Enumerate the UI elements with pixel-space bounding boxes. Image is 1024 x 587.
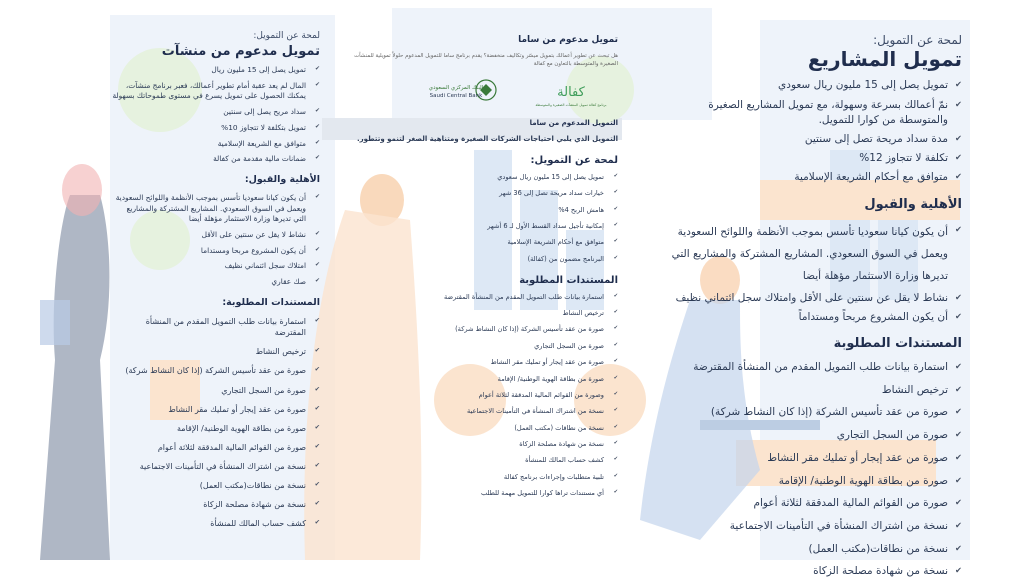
monshaat-financing-column (112, 30, 320, 537)
list-item: ✔ أن يكون المشروع مربحاً ومستداماً (662, 310, 962, 325)
list-item: ✔ نسخة من شهادة مصلحة الزكاة (112, 499, 320, 511)
eligibility-heading: الأهلية والقبول: (244, 174, 320, 186)
list-item: ✔ تمويل يصل إلى 15 مليون ريال سعودي (346, 173, 618, 183)
list-item: ✔ صورة من بطاقة الهوية الوطنية/ الإقامة (662, 474, 962, 489)
documents-list (112, 316, 320, 530)
list-item: ✔ نسخة من شهادة مصلحة الزكاة (346, 440, 618, 450)
list-item: ✔ ترخيص النشاط (346, 309, 618, 319)
list-item: ✔ خيارات سداد مريحة تصل إلى 36 شهر (346, 189, 618, 199)
documents-heading: المستندات المطلوبة (519, 274, 618, 286)
overview-kicker: لمحة عن التمويل: (253, 31, 320, 41)
list-item: ✔ ترخيص النشاط (662, 383, 962, 398)
list-item: ✔ ضمانات مالية مقدمة من كفالة (112, 154, 320, 165)
list-item: ✔ المال لم يعد عقبة أمام تطوير أعمالك، فعبر برنامج منشآت، يمكنك الحصول على تمويل يسرع في مستوى طموحاتك بسهولة (112, 81, 320, 102)
list-item: ✔ أن يكون المشروع مربحا ومستداما (112, 246, 320, 257)
list-item: ✔ سداد مريح يصل إلى سنتين (112, 107, 320, 118)
list-item: ✔ تكلفة لا تتجاوز 12% (662, 151, 962, 166)
documents-list (346, 293, 618, 500)
list-item: ✔ استمارة بيانات طلب التمويل المقدم من المنشأة المقترضة (112, 316, 320, 339)
list-item: ✔ متوافق مع أحكام الشريعة الإسلامية (662, 170, 962, 185)
list-item: ✔ نسخة من اشتراك المنشأة في التأمينات الاجتماعية (112, 461, 320, 473)
list-item: ✔ نشاط لا يقل عن سنتين على الأقل (112, 230, 320, 241)
list-item: ✔ متوافق مع أحكام الشريعة الإسلامية (346, 238, 618, 248)
list-item: ✔ صورة من عقد تأسيس الشركة (إذا كان النشاط شركة) (112, 365, 320, 377)
list-item: ✔ البرنامج مضمون من (كفالة) (346, 255, 618, 265)
list-item: ✔ صورة من عقد تأسيس الشركة (إذا كان النشاط شركة) (346, 325, 618, 335)
list-item: ✔ صورة من عقد إيجار أو تمليك مقر النشاط (662, 451, 962, 466)
list-item: ✔ صورة من عقد إيجار أو تمليك مقر النشاط (112, 404, 320, 416)
documents-heading: المستندات المطلوبة: (222, 296, 320, 308)
list-item: ✔ أي مستندات تراها كوارا للتمويل مهمة للطلب (346, 489, 618, 499)
list-item: ✔ كشف حساب المالك للمنشأة (112, 518, 320, 530)
list-item: ✔ إمكانية تأجيل سداد القسط الأول لـ 6 أشهر (346, 222, 618, 232)
list-item: ✔ نسخة من شهادة مصلحة الزكاة (662, 564, 962, 579)
list-item: ✔ أن يكون كيانا سعوديا تأسس بموجب الأنظمة واللوائح السعودية ويعمل في السوق السعودي. المشاريع المشتركة والمشاريع التي تديرها وزارة الاستثمار مؤهلة أيضا (112, 193, 320, 225)
list-item: ✔ كشف حساب المالك للمنشأة (346, 456, 618, 466)
monshaat-financing-title: تمويل مدعوم من منشآت (161, 44, 320, 60)
list-item: ✔ وصورة من القوائم المالية المدققة لثلاثة أعوام (346, 391, 618, 401)
sama-tagline: التمويل الذي يلبي احتياجات الشركات الصغيرة ومتناهية الصغر لتنمو وتتطور. (356, 135, 618, 144)
eligibility-heading: الأهلية والقبول (864, 196, 962, 212)
list-item: ✔ مدة سداد مريحة تصل إلى سنتين (662, 132, 962, 147)
list-item: ✔ صورة من بطاقة الهوية الوطنية/ الإقامة (112, 423, 320, 435)
list-item: ✔ نسخة من اشتراك المنشأة في التأمينات الاجتماعية (662, 519, 962, 534)
list-item: ✔ صورة من عقد تأسيس الشركة (إذا كان النشاط شركة) (662, 405, 962, 420)
svg-text:Saudi Central Bank: Saudi Central Bank (429, 93, 483, 99)
list-item: ✔ نسخة من نطاقات(مكتب العمل) (662, 542, 962, 557)
svg-text:كفالة: كفالة (557, 85, 585, 100)
projects-financing-title: تمويل المشاريع (807, 47, 962, 72)
list-item: ✔ استمارة بيانات طلب التمويل المقدم من المنشأة المقترضة (662, 360, 962, 375)
overview-kicker: لمحة عن التمويل: (873, 33, 962, 47)
overview-list (346, 173, 618, 265)
list-item: ✔ صورة من السجل التجاري (662, 428, 962, 443)
list-item: ✔ متوافق مع الشريعة الإسلامية (112, 139, 320, 150)
overview-list (112, 65, 320, 165)
list-item: ✔ صورة من القوائم المالية المدققة لثلاثة أعوام (662, 496, 962, 511)
documents-list (662, 360, 962, 580)
svg-text:البنك المركزي السعودي: البنك المركزي السعودي (428, 85, 484, 91)
list-item: ✔ صورة من عقد إيجار أو تمليك مقر النشاط (346, 358, 618, 368)
list-item: ✔ نشاط لا يقل عن سنتين على الأقل وامتلاك سجل ائتماني نظيف (662, 291, 962, 306)
list-item: ✔ صورة من السجل التجاري (346, 342, 618, 352)
sama-financing-description: هل تبحث عن تطوير أعمالك بتمويل ميسّر وتكاليف منخفضة؟ يقدم برنامج ساما للتمويل المدعوم حلولاً تمويلية للمنشآت الصغيرة والمتوسطة بالتعاون مع كفالة (354, 52, 618, 67)
list-item: ✔ استمارة بيانات طلب التمويل المقدم من المنشأة المقترضة (346, 293, 618, 303)
list-item: ✔ نسخة من نطاقات (مكتب العمل) (346, 424, 618, 434)
sama-band-title: التمويل المدعوم من ساما (529, 118, 618, 127)
sama-financing-column (346, 34, 618, 506)
list-item: ✔ تمويل يصل إلى 15 مليون ريال سعودي (662, 78, 962, 93)
documents-heading: المستندات المطلوبة (833, 336, 962, 352)
list-item: ✔ هامش الربح 4% (346, 206, 618, 216)
sama-financing-title: تمويل مدعوم من ساما (518, 35, 618, 45)
list-item: ✔ تمويل يصل إلى 15 مليون ريال (112, 65, 320, 76)
list-item: ✔ صورة من السجل التجاري (112, 385, 320, 397)
svg-text:برنامج كفالة تمويل المنشآت الص: برنامج كفالة تمويل المنشآت الصغيرة والمتوسطة (535, 103, 607, 107)
list-item: ✔ أن يكون كيانا سعوديا تأسس بموجب الأنظمة واللوائح السعودية ويعمل في السوق السعودي. المشاريع المشتركة والمشاريع التي تديرها وزارة الاستثمار مؤهلة أيضا (662, 221, 962, 287)
projects-financing-column (662, 32, 962, 587)
overview-list (662, 78, 962, 185)
eligibility-list (662, 221, 962, 326)
eligibility-list (112, 193, 320, 288)
list-item: ✔ تمويل بتكلفة لا تتجاوز 10% (112, 123, 320, 134)
list-item: ✔ نسخة من اشتراك المنشأة في التأمينات الاجتماعية (346, 407, 618, 417)
list-item: ✔ صك عقاري (112, 277, 320, 288)
list-item: ✔ ترخيص النشاط (112, 346, 320, 358)
list-item: ✔ نسخة من نطاقات(مكتب العمل) (112, 480, 320, 492)
list-item: ✔ صورة من بطاقة الهوية الوطنية/ الإقامة (346, 375, 618, 385)
list-item: ✔ صورة من القوائم المالية المدققة لثلاثة أعوام (112, 442, 320, 454)
list-item: ✔ امتلاك سجل ائتماني نظيف (112, 261, 320, 272)
list-item: ✔ تلبية متطلبات وإجراءات برنامج كفالة (346, 473, 618, 483)
overview-heading: لمحة عن التمويل: (530, 154, 618, 166)
list-item: ✔ نمّ أعمالك بسرعة وسهولة، مع تمويل المشاريع الصغيرة والمتوسطة من كوارا للتمويل. (662, 98, 962, 128)
